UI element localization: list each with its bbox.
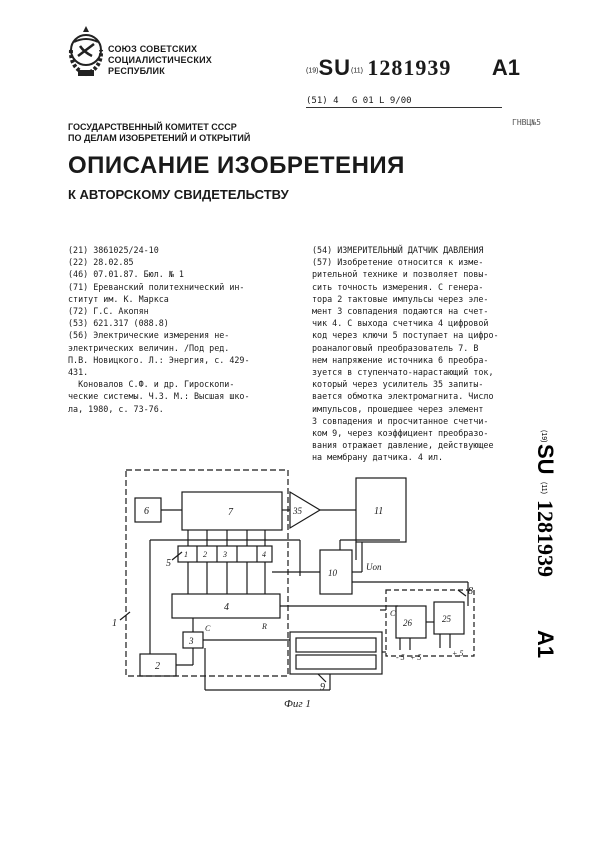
biblio-line: (72) Г.С. Акопян: [68, 306, 149, 317]
abstract-line: чик 4. С выхода счетчика 4 цифровой: [312, 318, 489, 329]
union-line: СОЮЗ СОВЕТСКИХ: [108, 44, 198, 54]
biblio-line: ститут им. К. Маркса: [68, 293, 169, 304]
kind-code: A1: [491, 55, 520, 80]
label-uop: Uоп: [366, 562, 382, 572]
library-stamp: ГНВЦ№5: [512, 118, 541, 127]
document-subtitle: К АВТОРСКОМУ СВИДЕТЕЛЬСТВУ: [68, 187, 289, 202]
label-k1: 1: [184, 550, 188, 559]
box-8: [386, 590, 474, 656]
label-r4: R: [262, 622, 267, 631]
label-k2: 2: [203, 550, 207, 559]
label-35: 35: [293, 506, 302, 516]
abstract-line: нем напряжение источника 6 преобра-: [312, 354, 489, 365]
patent-number: 1281939: [367, 55, 452, 80]
biblio-line: Коновалов С.Ф. и др. Гироскопи-: [68, 379, 235, 390]
committee-line: ГОСУДАРСТВЕННЫЙ КОМИТЕТ СССР: [68, 122, 237, 132]
label-plus5b: + 5: [452, 649, 464, 658]
invention-title: (54) ИЗМЕРИТЕЛЬНЫЙ ДАТЧИК ДАВЛЕНИЯ: [312, 245, 484, 255]
code-19: (19): [306, 67, 319, 75]
label-26: 26: [403, 618, 412, 628]
abstract-line: рительной технике и позволяет повы-: [312, 269, 489, 280]
label-lead-5: 5: [166, 558, 171, 569]
abstract-line: 3 совпадения и просчитанное счетчи-: [312, 415, 489, 426]
label-minus5: - 5: [396, 653, 405, 662]
biblio-line: П.В. Новицкого. Л.: Энергия, с. 429-: [68, 354, 250, 365]
abstract-line: тора 2 тактовые импульсы через эле-: [312, 293, 489, 304]
biblio-line: 431.: [68, 367, 89, 378]
abstract-line: который через усилитель 35 запиты-: [312, 379, 484, 390]
abstract-line: вания отражает давление, действующее: [312, 440, 494, 451]
biblio-line: ческие системы. Ч.3. М.: Высшая шко-: [68, 391, 250, 402]
biblio-line: (53) 621.317 (088.8): [68, 318, 169, 329]
ipc-value: G 01 L 9/00: [351, 96, 412, 106]
vert-code-11: (11): [540, 482, 547, 494]
label-c26: C: [390, 609, 396, 618]
vert-country: SU: [533, 444, 558, 475]
figure-caption: Фиг 1: [284, 698, 311, 710]
code-11: (11): [351, 67, 363, 75]
abstract-line: код через ключи 5 поступает на цифро-: [312, 330, 499, 341]
abstract-line: (57) Изобретение относится к изме-: [312, 257, 484, 268]
label-2: 2: [155, 661, 160, 672]
biblio-line: ла, 1980, с. 73-76.: [68, 403, 164, 414]
vert-number: 1281939: [533, 500, 558, 577]
label-lead-9: 9: [320, 682, 325, 693]
committee-line: ПО ДЕЛАМ ИЗОБРЕТЕНИЙ И ОТКРЫТИЙ: [68, 133, 251, 143]
label-6: 6: [144, 506, 149, 517]
abstract-line: зуется в ступенчато-нарастающий ток,: [312, 367, 494, 378]
country-code: SU: [318, 55, 352, 80]
biblio-line: (22) 28.02.85: [68, 257, 134, 268]
biblio-line: (21) 3861025/24-10: [68, 245, 159, 255]
label-25: 25: [442, 614, 451, 624]
biblio-line: электрических величин. /Под ред.: [68, 342, 230, 353]
label-c3: C: [205, 624, 211, 633]
vert-code-19: (19): [540, 430, 547, 443]
label-lead-8: 8: [468, 586, 473, 597]
label-10: 10: [328, 568, 337, 578]
label-11: 11: [374, 506, 384, 517]
label-3: 3: [189, 636, 194, 646]
abstract-line: вается обмотка электромагнита. Число: [312, 391, 494, 402]
label-7: 7: [228, 507, 233, 518]
label-lead-1: 1: [112, 618, 117, 629]
label-k4: 4: [262, 550, 266, 559]
biblio-line: (56) Электрические измерения не-: [68, 330, 230, 341]
document-title: ОПИСАНИЕ ИЗОБРЕТЕНИЯ: [68, 152, 405, 179]
abstract-line: ком 9, через коэффициент преобразо-: [312, 428, 489, 439]
label-4: 4: [224, 602, 229, 613]
union-line: РЕСПУБЛИК: [108, 66, 165, 76]
abstract-line: импульсов, прошедшее через элемент: [312, 403, 484, 414]
abstract-line: сить точность измерения. С генера-: [312, 281, 484, 292]
label-k3: 3: [223, 550, 227, 559]
vert-kind: A1: [533, 630, 558, 659]
abstract-line: на мембрану датчика. 4 ил.: [312, 452, 444, 463]
label-plus5: + 5: [410, 653, 422, 662]
ipc-code: (51) 4: [306, 96, 339, 106]
biblio-line: (46) 07.01.87. Бюл. № 1: [68, 269, 184, 280]
biblio-line: (71) Ереванский политехнический ин-: [68, 281, 245, 292]
abstract-line: роаналоговый преобразователь 7. В: [312, 342, 479, 353]
union-line: СОЦИАЛИСТИЧЕСКИХ: [108, 55, 212, 65]
abstract-line: мент 3 совпадения подаются на счет-: [312, 306, 489, 317]
